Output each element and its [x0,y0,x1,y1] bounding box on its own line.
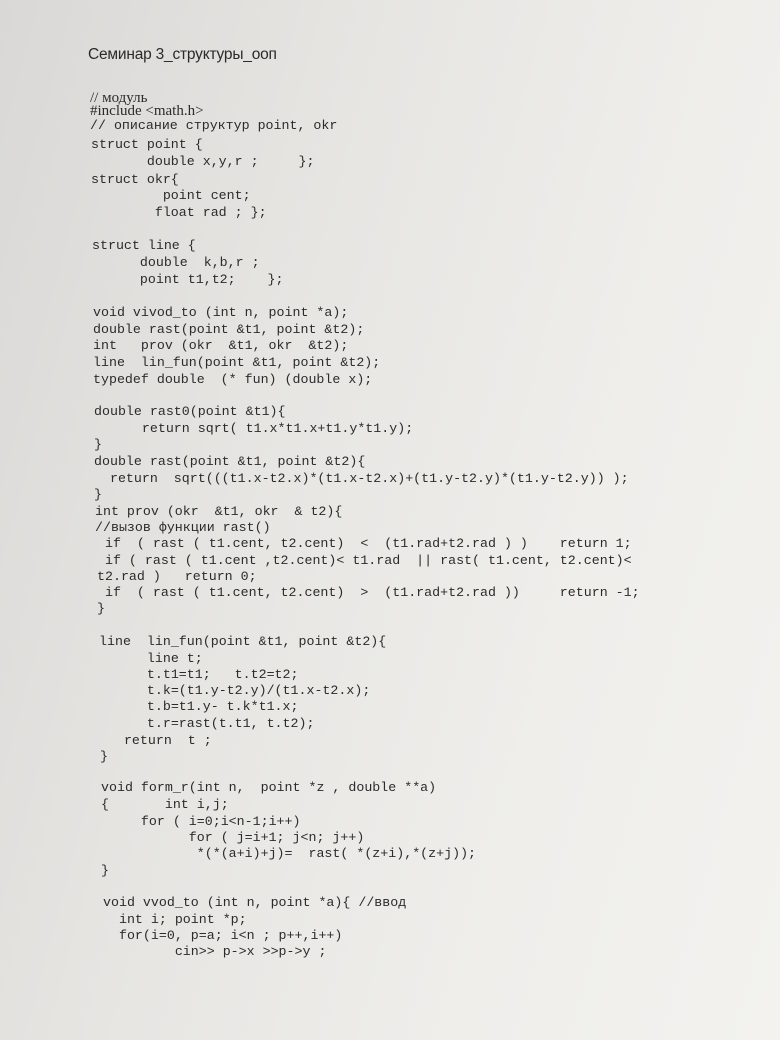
code-line: return sqrt( t1.x*t1.x+t1.y*t1.y); [94,421,414,436]
code-line: float rad ; }; [91,205,267,220]
code-line: for ( i=0;i<n-1;i++) [101,814,301,829]
code-line: int i; point *p; [103,912,247,927]
code-line: point t1,t2; }; [92,272,284,287]
code-line: t.b=t1.y- t.k*t1.x; [99,699,299,714]
code-line: line lin_fun(point &t1, point &t2); [93,355,381,370]
code-line: t.k=(t1.y-t2.y)/(t1.x-t2.x); [99,683,371,698]
code-line: return t ; [100,733,212,748]
code-line: t.t1=t1; t.t2=t2; [99,667,299,682]
code-line: // описание структур point, okr [90,118,338,133]
code-line: t2.rad ) return 0; [97,569,257,584]
code-line: return sqrt(((t1.x-t2.x)*(t1.x-t2.x)+(t1.y-t2.y)*(t1.y-t2.y)) ); [94,471,629,486]
code-line: void form_r(int n, point *z , double **a) [101,780,437,795]
code-line: if ( rast ( t1.cent, t2.cent) < (t1.rad+t2.rad ) ) return 1; [97,536,632,551]
code-line: if ( rast ( t1.cent, t2.cent) > (t1.rad+t2.rad )) return -1; [97,585,640,600]
code-line: struct line { [92,238,196,253]
code-line: #include <math.h> [90,103,204,119]
code-line: point cent; [91,188,251,203]
code-line: if ( rast ( t1.cent ,t2.cent)< t1.rad || rast( t1.cent, t2.cent)< [97,553,632,568]
code-line: struct okr{ [91,172,179,187]
code-line: int prov (okr &t1, okr & t2){ [95,504,343,519]
code-line: for(i=0, p=a; i<n ; p++,i++) [103,928,343,943]
code-line: int prov (okr &t1, okr &t2); [93,338,349,353]
code-line: } [94,437,102,452]
code-line: t.r=rast(t.t1, t.t2); [99,716,315,731]
page-title: Семинар 3_структуры_ооп [88,46,277,63]
code-line: *(*(a+i)+j)= rast( *(z+i),*(z+j)); [101,846,477,861]
code-line: cin>> p->x >>p->y ; [103,944,327,959]
code-line: double rast0(point &t1){ [94,404,286,419]
code-line: struct point { [91,137,203,152]
code-line: for ( j=i+1; j<n; j++) [101,830,365,845]
code-line: void vivod_to (int n, point *a); [93,305,349,320]
code-line: } [100,749,108,764]
code-line: void vvod_to (int n, point *a){ //ввод [103,895,407,910]
code-line: } [97,601,105,616]
code-line: { int i,j; [101,797,229,812]
code-line: line lin_fun(point &t1, point &t2){ [99,634,387,649]
code-line: // модуль [90,90,148,106]
code-line: double rast(point &t1, point &t2); [93,322,365,337]
code-line: typedef double (* fun) (double x); [93,372,373,387]
code-line: double rast(point &t1, point &t2){ [94,454,366,469]
code-line: line t; [99,651,203,666]
code-line: double x,y,r ; }; [91,154,315,169]
code-line: } [94,487,102,502]
code-line: //вызов функции rast() [95,520,271,535]
code-line: } [101,863,109,878]
code-line: double k,b,r ; [92,255,260,270]
